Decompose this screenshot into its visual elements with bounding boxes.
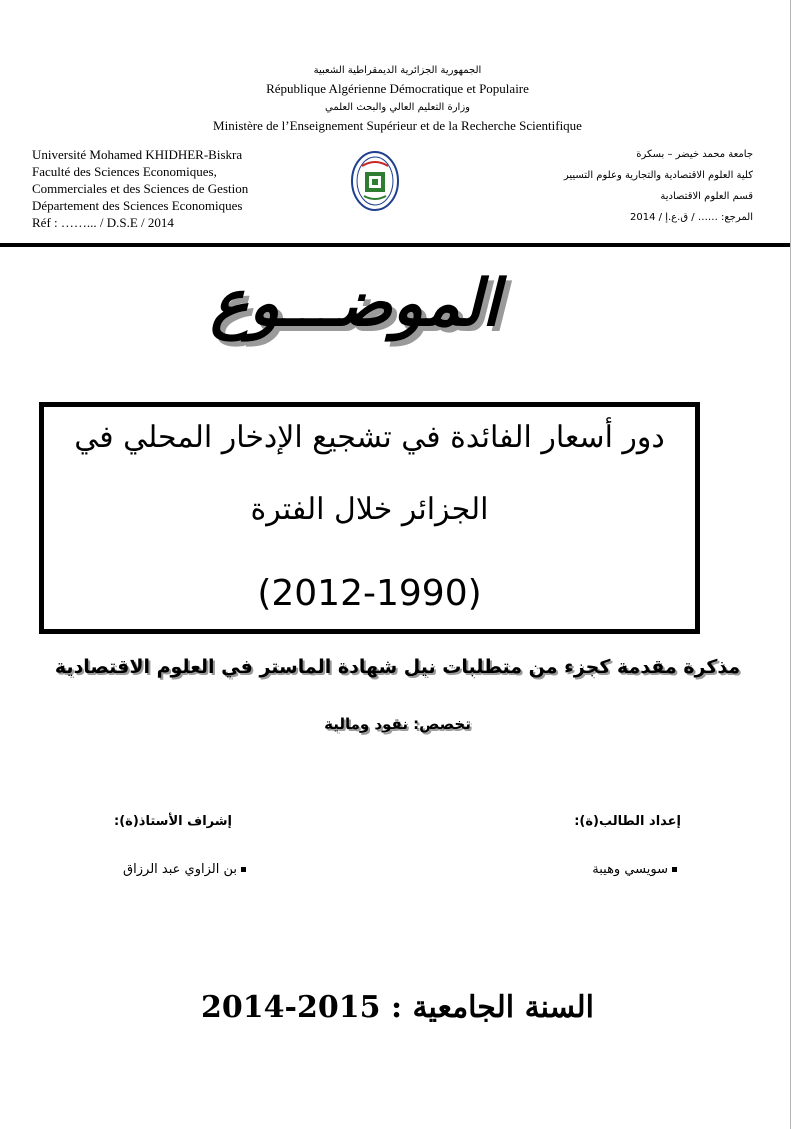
header-ar-republic: الجمهورية الجزائرية الديمقراطية الشعبية [313, 65, 482, 76]
prepared-by-label: إعداد الطالب(ة): [574, 814, 681, 829]
reference-fr: Réf : ……... / D.S.E / 2014 [32, 215, 174, 230]
faculty-name-fr: Faculté des Sciences Economiques, [32, 164, 217, 179]
reference-ar: المرجع: …… / ق.ع.إ / 2014 [630, 212, 753, 223]
header-fr-ministry: Ministère de l’Enseignement Supérieur et de la Recherche Scientifique [213, 118, 582, 133]
thesis-period: (2012-1990) [257, 573, 482, 614]
header-divider [0, 243, 790, 247]
university-emblem-icon [350, 150, 400, 212]
page-edge [790, 0, 791, 1129]
subject-heading: الموضـــوع [210, 266, 500, 341]
student-name-row [592, 862, 681, 877]
header-ar-ministry: وزارة التعليم العالي والبحث العلمي [325, 102, 470, 113]
supervisor-name-row [123, 862, 250, 877]
thesis-title-line2: الجزائر خلال الفترة [250, 492, 489, 527]
bullet-icon [241, 867, 246, 872]
faculty-name-fr-cont: Commerciales et des Sciences de Gestion [32, 181, 249, 196]
supervisor-name: بن الزاوي عبد الرزاق [123, 862, 237, 877]
university-info-ar [564, 144, 753, 228]
faculty-name-ar: كلية العلوم الاقتصادية والتجارية وعلوم التسيير [563, 170, 753, 181]
header-fr-republic: République Algérienne Démocratique et Populaire [266, 81, 529, 96]
bullet-icon [672, 867, 677, 872]
academic-year: السنة الجامعية : 2015-2014 [201, 990, 594, 1025]
student-name: سويسي وهيبة [592, 862, 668, 877]
department-name-fr: Département des Sciences Economiques [32, 198, 243, 213]
supervisor-label: إشراف الأستاذ(ة): [114, 814, 232, 829]
memo-statement: مذكرة مقدمة كجزء من متطلبات نيل شهادة الماستر في العلوم الاقتصادية [54, 656, 741, 678]
department-name-ar: قسم العلوم الاقتصادية [660, 191, 753, 202]
thesis-title-line1: دور أسعار الفائدة في تشجيع الإدخار المحلي في [74, 420, 665, 455]
university-name-fr: Université Mohamed KHIDHER-Biskra [32, 147, 243, 162]
university-info-fr [32, 146, 248, 231]
specialty: تخصص: نقود ومالية [324, 715, 471, 733]
university-name-ar: جامعة محمد خيضر – بسكرة [636, 149, 753, 160]
